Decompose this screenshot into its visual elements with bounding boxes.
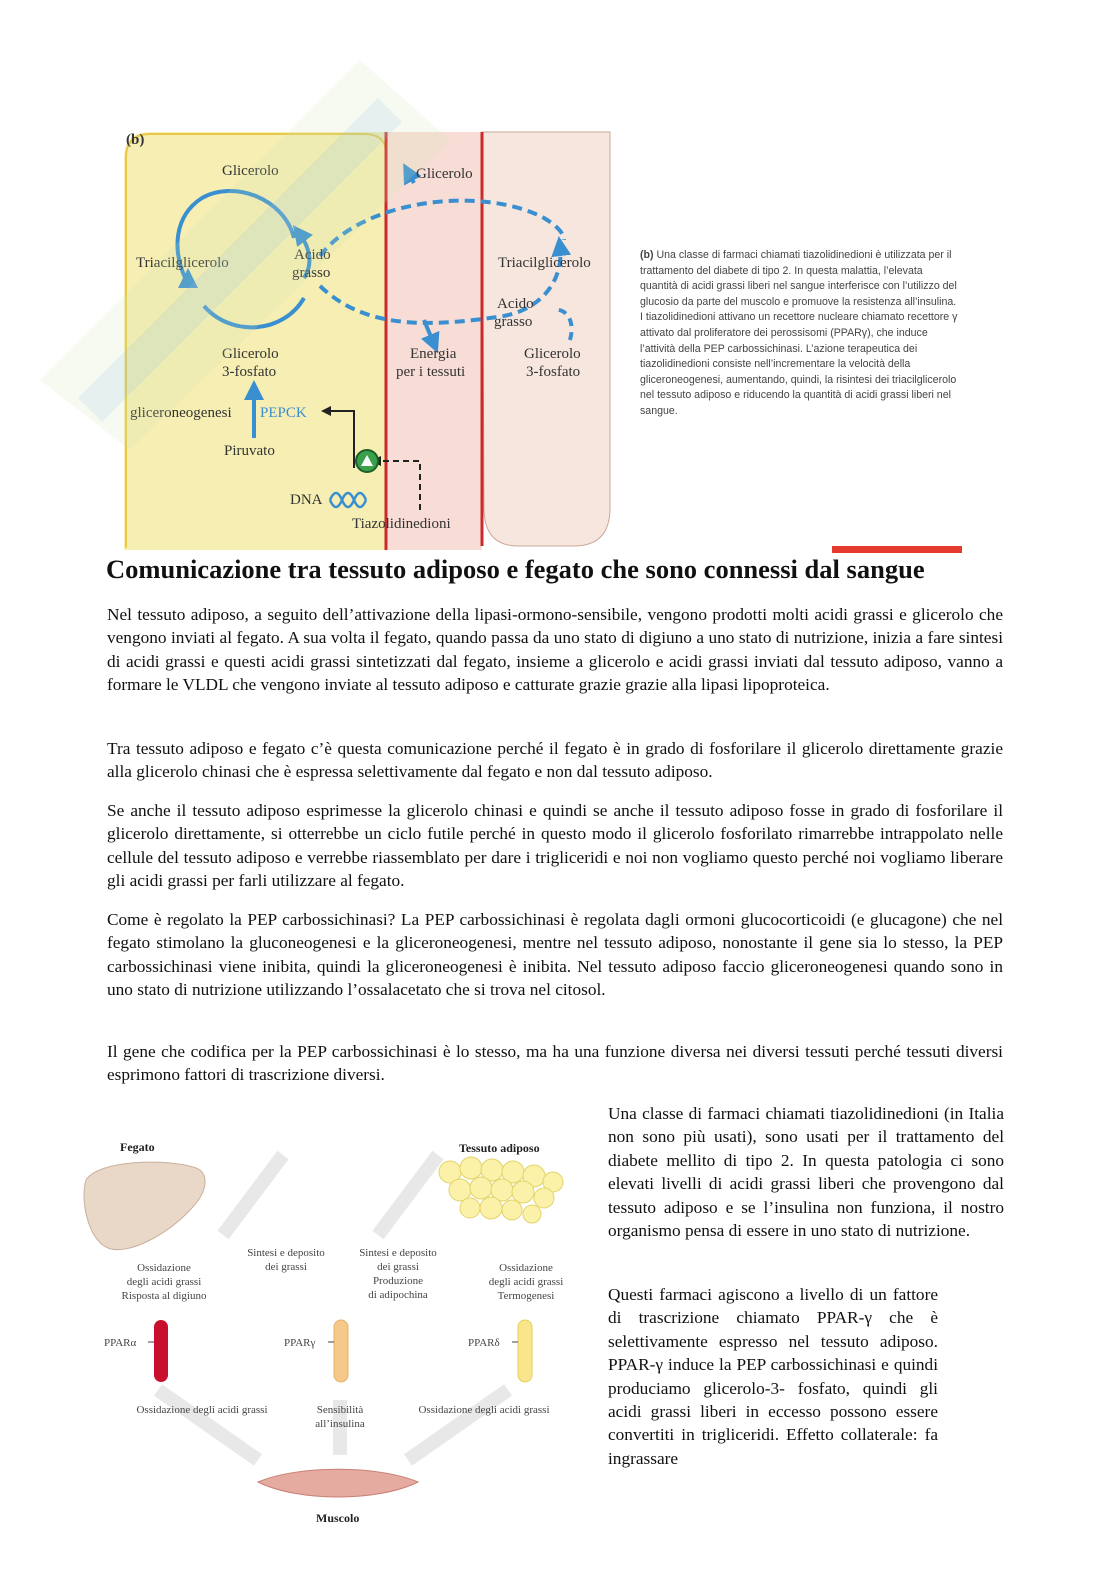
right-text-1: Ossidazione — [499, 1262, 553, 1274]
label-piruvato: Piruvato — [224, 443, 275, 459]
ppar-delta-tube — [518, 1320, 532, 1382]
paragraph-5: Il gene che codifica per la PEP carbossichinasi è lo stesso, ma ha una funzione diversa nei diversi tessuti perché tessuti diversi esprimono fattori di trascrizione diversi. — [107, 1042, 1003, 1085]
ppar-gamma-tube — [334, 1320, 348, 1382]
label-muscolo: Muscolo — [316, 1511, 360, 1525]
label-glicerolo3-right: Glicerolo — [524, 346, 581, 362]
liver-text-3: Risposta al digiuno — [121, 1290, 207, 1302]
bottom-mid-text-1: Sensibilità — [316, 1404, 364, 1416]
mid-right-text-3: Produzione — [372, 1275, 424, 1287]
metabolic-cycle-figure — [124, 128, 614, 550]
panel-label: (b) — [126, 132, 145, 148]
label-ppar-gamma: PPARγ — [284, 1337, 316, 1349]
mid-right-text-4: di adipochina — [368, 1289, 428, 1301]
mid-right-text-2: dei grassi — [377, 1261, 419, 1273]
label-glicerolo-mid: Glicerolo — [416, 166, 473, 182]
publisher-bar — [832, 546, 962, 553]
caption-text: Una classe di farmaci chiamati tiazolidinedioni è utilizzata per il trattamento del diabete di tipo 2. In questa malattia, l’elevata quantità di acidi grassi liberi nel sangue interferisce con l’utilizzo del glucosio da parte del muscolo e promuove la resistenza all’insulina. I tiazolidinedioni attivano un recettore nucleare chiamato recettore γ attivato dal proliferatore dei perossisomi (PPARγ), che induce l’attività della PEP carbossichinasi. L’azione terapeutica dei tiazolidinedioni consiste nell’incrementare la velocità della gliceroneogenesi, aumentando, quindi, la risintesi dei triacilglicerolo nel tessuto adiposo e riducendo la quantità di acidi grassi liberi nel sangue. — [640, 249, 958, 417]
label-tessuto-adiposo: Tessuto adiposo — [459, 1141, 540, 1155]
adipose-tissue-image — [439, 1157, 563, 1223]
label-energia: Energia — [410, 346, 457, 362]
mid-left-text-2: dei grassi — [265, 1261, 307, 1273]
label-grasso-left: grasso — [292, 265, 331, 281]
label-fosfato3-right: 3-fosfato — [526, 364, 581, 380]
liver-text-2: degli acidi grassi — [126, 1276, 202, 1288]
section-heading: Comunicazione tra tessuto adiposo e fegato che sono connessi dal sangue — [106, 554, 925, 584]
label-gliceroneogenesi: gliceroneogenesi — [130, 405, 232, 421]
label-acido-right: Acido — [497, 296, 534, 312]
label-fegato: Fegato — [120, 1140, 155, 1154]
label-grasso-right: grasso — [494, 314, 533, 330]
label-glicerolo-left: Glicerolo — [222, 163, 279, 179]
liver-text-1: Ossidazione — [137, 1262, 191, 1274]
label-glicerolo3-left: Glicerolo — [222, 346, 279, 362]
paragraph-2: Tra tessuto adiposo e fegato c’è questa comunicazione perché il fegato è in grado di fosforilare il glicerolo direttamente grazie alla glicerolo chinasi che è espressa selettivamente dal fegato e non dal tessuto adiposo. — [107, 739, 1003, 782]
label-dna: DNA — [290, 492, 323, 508]
ppar-tissue-figure — [78, 1130, 583, 1530]
label-per-tessuti: per i tessuti — [396, 364, 466, 380]
side-paragraph-1: Una classe di farmaci chiamati tiazolidinedioni (in Italia non sono più usati), sono usati per il trattamento del diabete mellito di tipo 2. In questa patologia ci sono elevati livelli di acidi grassi liberi che provengono dal tessuto adiposo e se l’insulina non funziona, il nostro organismo pensa di essere in uno stato di nutrizione. — [608, 1104, 1004, 1241]
label-triacilglicerolo-right: Triacilglicerolo — [498, 255, 591, 271]
paragraph-1: Nel tessuto adiposo, a seguito dell’attivazione della lipasi-ormono-sensibile, vengono prodotti molti acidi grassi e glicerolo che vengono inviati al fegato. A sua volta il fegato, quando passa da uno stato di digiuno a uno stato di nutrizione, inizia a fare sintesi di acidi grassi e questi acidi grassi sintetizzati dal fegato, insieme a glicerolo e acidi grassi inviati dal tessuto adiposo, vanno a formare le VLDL che vengono inviate al tessuto adiposo e catturate grazie grazie alla lipasi lipoproteica. — [107, 605, 1003, 695]
label-ppar-alpha: PPARα — [104, 1337, 137, 1349]
label-ppar-delta: PPARδ — [468, 1337, 500, 1349]
bottom-left-text: Ossidazione degli acidi grassi — [136, 1404, 268, 1416]
bottom-mid-text-2: all’insulina — [315, 1418, 365, 1430]
caption-label: (b) — [640, 249, 654, 261]
muscle-image — [258, 1469, 418, 1497]
right-text-3: Termogenesi — [497, 1290, 555, 1302]
liver-cell-bg — [482, 132, 610, 546]
mid-right-text-1: Sintesi e deposito — [359, 1247, 437, 1259]
label-tiazolidinedioni: Tiazolidinedioni — [352, 516, 451, 532]
label-triacilglicerolo-left: Triacilglicerolo — [136, 255, 229, 271]
right-text-2: degli acidi grassi — [488, 1276, 564, 1288]
label-acido-left: Acido — [294, 247, 331, 263]
paragraph-4: Come è regolato la PEP carbossichinasi? La PEP carbossichinasi è regolata dagli ormoni glucocorticoidi (e glucagone) che nel fegato stimolano la gluconeogenesi e la gliceroneogenesi, mentre nel tessuto adiposo, nonostante il gene sia lo stesso, la PEP carbossichinasi viene inibita, quindi la gliceroneogenesi è inibita. Nel tessuto adiposo faccio gliceroneogenesi quando sono in uno stato di nutrizione utilizzando l’ossalacetato che si trova nel citosol. — [107, 910, 1003, 1000]
figure-caption — [640, 248, 960, 420]
liver-image — [84, 1162, 205, 1250]
side-paragraph-2: Questi farmaci agiscono a livello di un fattore di trascrizione chiamato PPAR-γ che è selettivamente espresso nel tessuto adiposo. PPAR-γ induce la PEP carbossichinasi e quindi produciamo glicerolo-3- fosfato, quindi gli acidi grassi liberi in eccesso possono essere convertiti in trigliceridi. Effetto collaterale: fa ingrassare — [608, 1285, 938, 1468]
bottom-right-text: Ossidazione degli acidi grassi — [418, 1404, 550, 1416]
paragraph-3: Se anche il tessuto adiposo esprimesse la glicerolo chinasi e quindi se anche il tessuto adiposo fosse in grado di fosforilare il glicerolo direttamente, si otterrebbe un ciclo futile perché in questo modo il glicerolo fosforilato rimarrebbe intrappolato nelle cellule del tessuto adiposo e verrebbe riassemblato per dare i trigliceridi e noi non vogliamo questo perché noi vogliamo liberare gli acidi grassi per farli utilizzare al fegato. — [107, 801, 1003, 891]
mid-left-text-1: Sintesi e deposito — [247, 1247, 325, 1259]
ppar-alpha-tube — [154, 1320, 168, 1382]
label-fosfato3-left: 3-fosfato — [222, 364, 277, 380]
label-pepck: PEPCK — [260, 405, 307, 421]
